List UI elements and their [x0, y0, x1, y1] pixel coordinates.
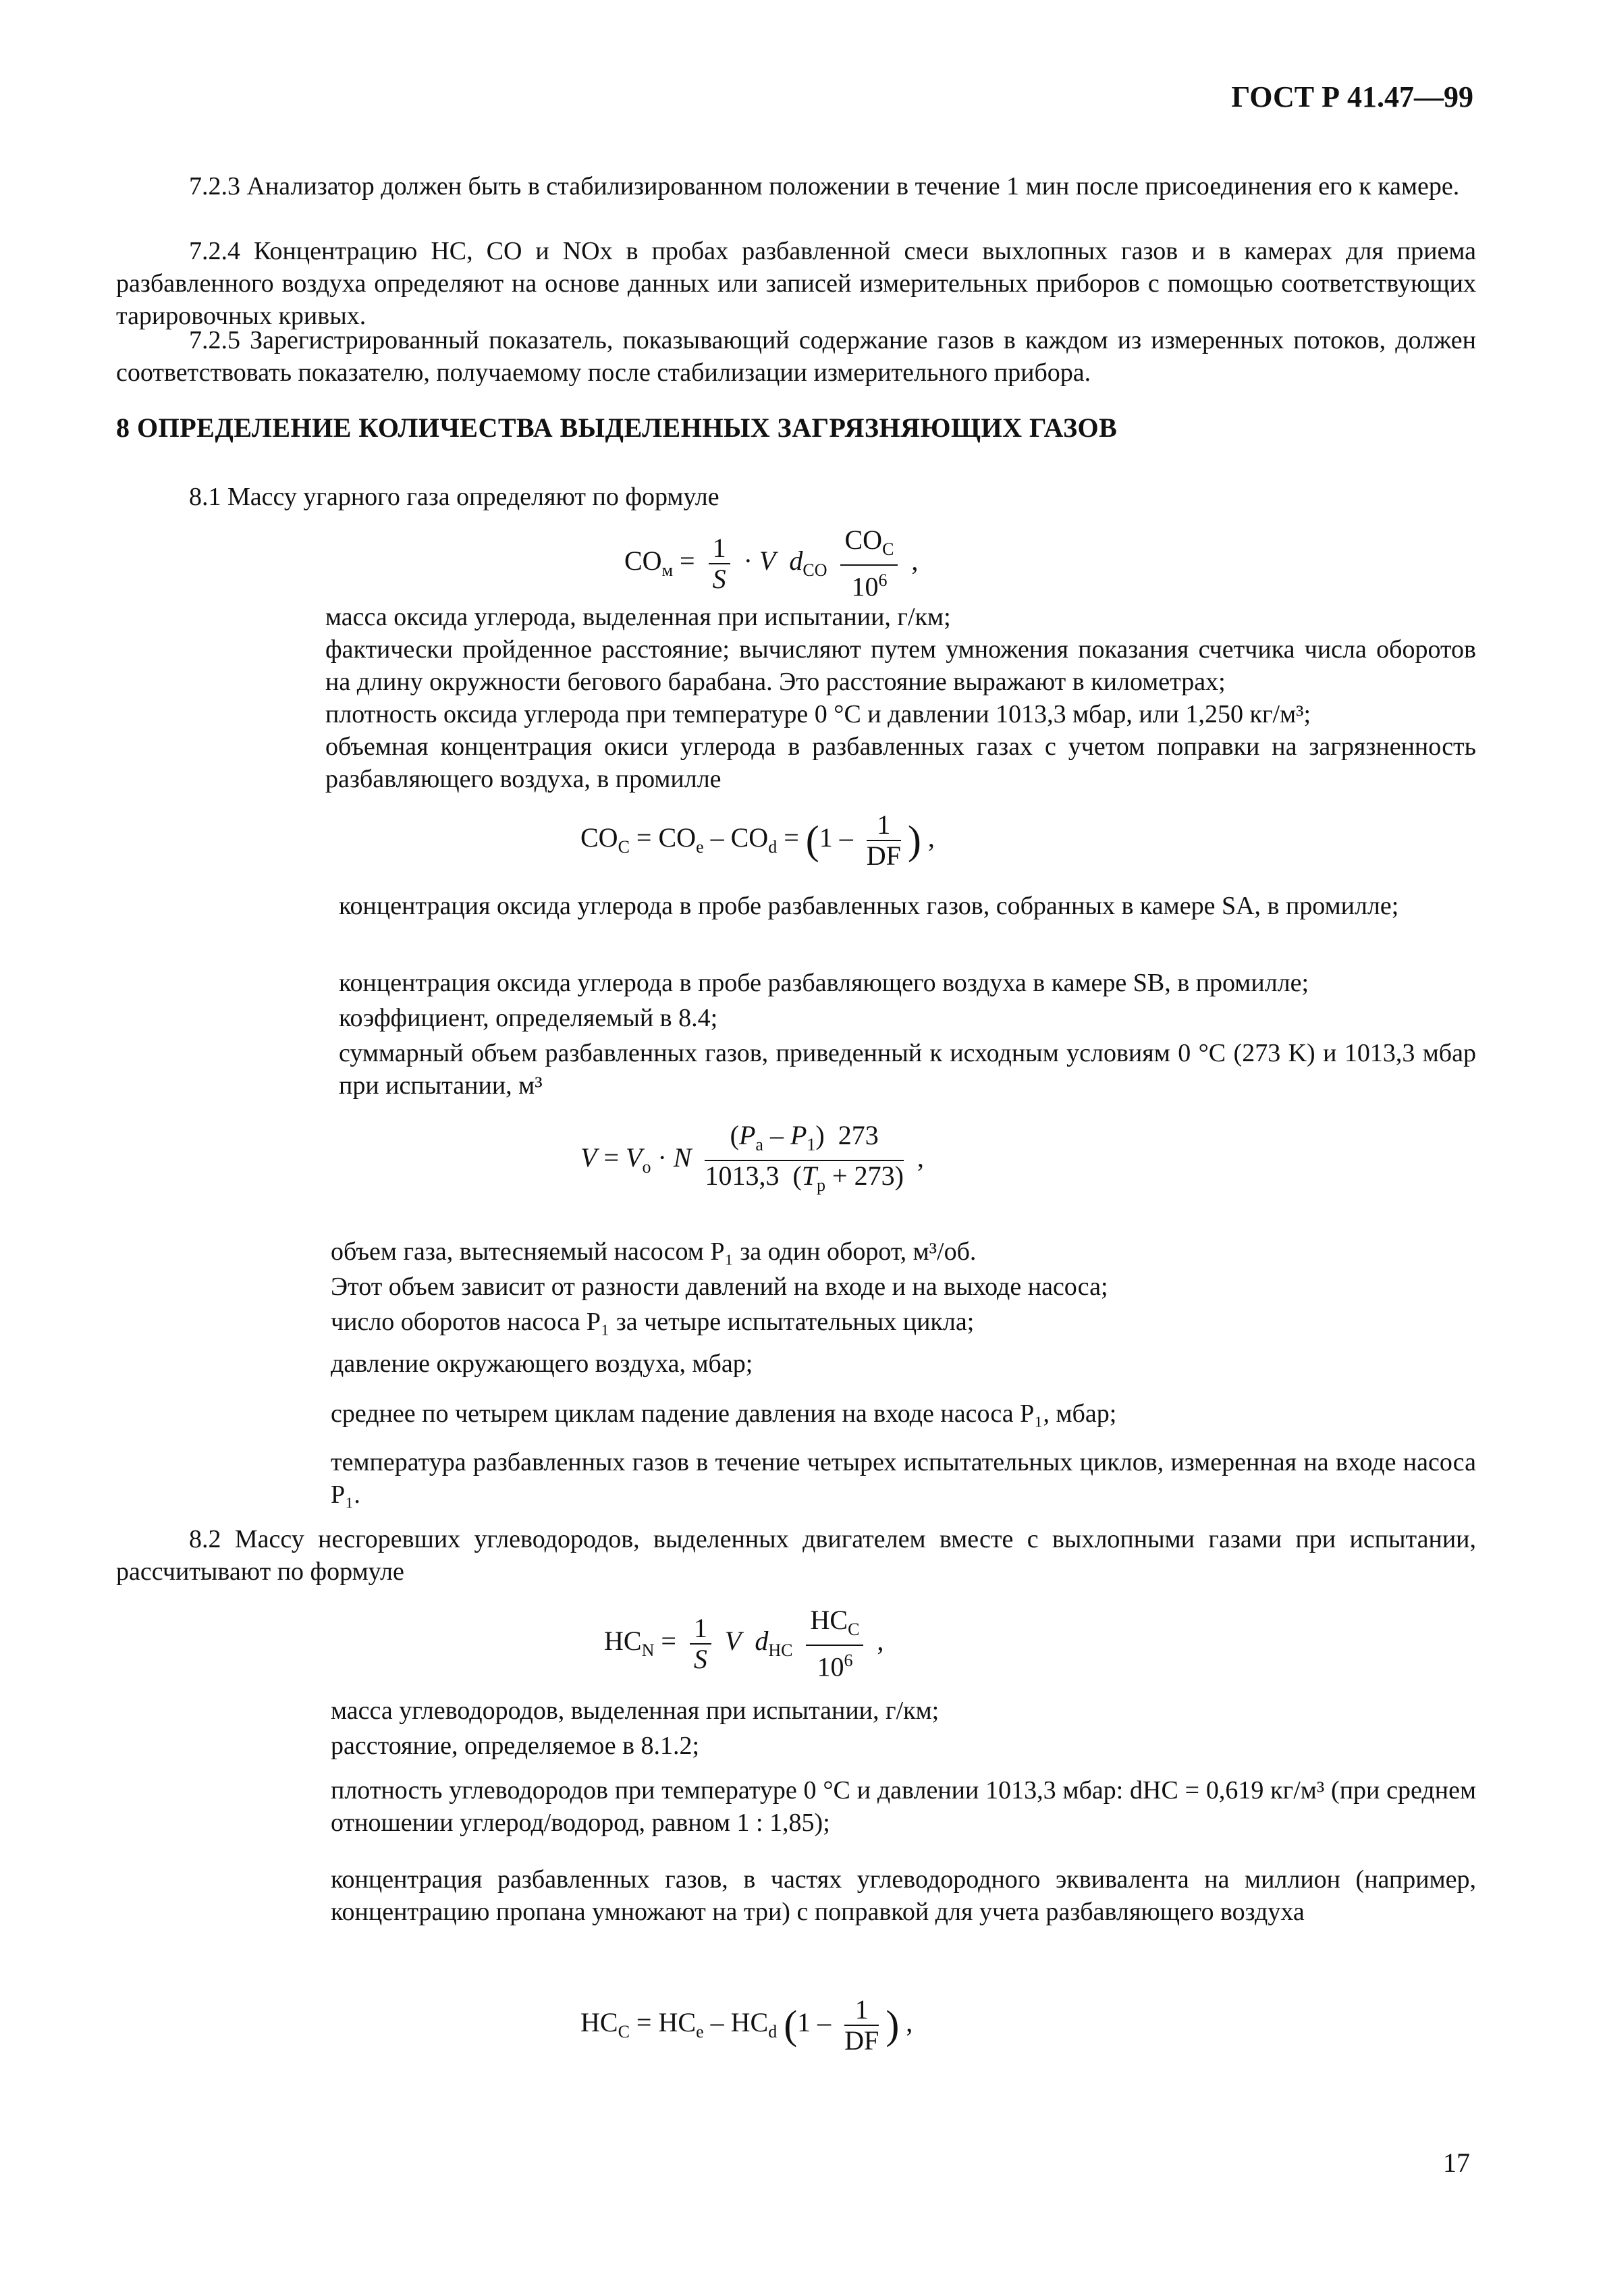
paragraph-text: 7.2.4 Концентрацию НС, СО и NOx в пробах разбавленной смеси выхлопных газов и в камерах для приема разбавленного воздуха определяют на основе данных или записей измерительных приборов с помощью соответствующих тарировочных кривых. [116, 237, 1476, 330]
formula-operator: – [839, 822, 853, 853]
fraction-denominator: DF [866, 840, 901, 871]
definition-text: температура разбавленных газов в течение четырех испытательных циклов, измеренная на входе насоса P₁. [331, 1448, 1476, 1509]
fraction-numerator [840, 525, 898, 566]
formula-fraction [806, 1605, 863, 1682]
formula-operator: = [636, 822, 652, 853]
formula-punctuation: , [911, 545, 919, 576]
paragraph-text: 7.2.5 Зарегистрированный показатель, показывающий содержание газов в каждом из измеренных потоков, должен соответствовать показателю, получаемому после стабилизации измерительного прибора. [116, 326, 1476, 387]
formula-number: 10 [851, 571, 879, 602]
definition-text: концентрация разбавленных газов, в частях углеводородного эквивалента на миллион (например, концентрацию пропана умножают на три) с поправкой для учета разбавляющего воздуха [331, 1865, 1476, 1926]
formula-operator: = [603, 1142, 619, 1173]
definition-text: плотность оксида углерода при температуре 0 °С и давлении 1013,3 мбар, или 1,250 кг/м³; [325, 700, 1311, 728]
fraction-numerator: 1 [867, 810, 901, 841]
formula-superscript: 6 [878, 570, 888, 590]
paragraph-7-2-5 [116, 324, 1476, 389]
formula-subscript: e [696, 837, 704, 857]
formula-punctuation: , [927, 822, 935, 853]
formula-subscript: м [661, 560, 674, 580]
formula-subscript: e [696, 2022, 704, 2042]
formula-hc-concentration [580, 1995, 913, 2056]
formula-subscript: o [642, 1157, 651, 1177]
formula-operator: · [657, 1142, 667, 1173]
formula-subscript: C [618, 837, 630, 857]
fraction-numerator [806, 1605, 863, 1646]
paragraph-8-1 [116, 481, 1476, 513]
formula-operator: – [710, 822, 724, 853]
formula-punctuation: , [906, 2007, 913, 2038]
page-number: 17 [1443, 2147, 1470, 2178]
formula-symbol: CO [844, 525, 883, 555]
formula-symbol: CO [624, 545, 662, 576]
formula-symbol: V [724, 1625, 742, 1656]
formula-subscript: 1 [807, 1135, 816, 1154]
definition-text: концентрация оксида углерода в пробе разбавленных газов, собранных в камере SA, в промилле; [339, 892, 1399, 920]
right-paren: ) [907, 818, 921, 863]
section-heading: 8 ОПРЕДЕЛЕНИЕ КОЛИЧЕСТВА ВЫДЕЛЕННЫХ ЗАГРЯЗНЯЮЩИХ ГАЗОВ [116, 412, 1118, 443]
formula-subscript: N [641, 1640, 655, 1660]
formula-subscript: a [755, 1135, 763, 1154]
definition-text: объем газа, вытесняемый насосом P₁ за один оборот, м³/об. [331, 1237, 977, 1266]
formula-punctuation: , [917, 1142, 924, 1173]
formula-subscript: C [848, 1620, 860, 1639]
formula-operator: – [769, 1120, 784, 1150]
fraction-denominator [840, 566, 898, 602]
formula-symbol: HC [580, 2007, 618, 2038]
definition-text: среднее по четырем циклам падение давления на входе насоса P₁, мбар; [331, 1399, 1117, 1428]
fraction-numerator: 1 [709, 533, 730, 564]
formula-operator: – [817, 2007, 832, 2038]
formula-symbol: CO [730, 822, 769, 853]
formula-subscript: p [817, 1175, 826, 1195]
formula-operator: · [743, 545, 753, 576]
paragraph-text: 8.2 Массу несгоревших углеводородов, выделенных двигателем вместе с выхлопными газами при испытании, рассчитывают по формуле [116, 1525, 1476, 1586]
formula-symbol: P [738, 1120, 756, 1150]
formula-symbol: CO [658, 822, 697, 853]
formula-symbol: N [673, 1142, 692, 1173]
definition-text: Этот объем зависит от разности давлений на входе и на выходе насоса; [331, 1273, 1108, 1301]
definition-text: суммарный объем разбавленных газов, приведенный к исходным условиям 0 °С (273 K) и 1013,3 мбар при испытании, м³ [339, 1039, 1476, 1100]
formula-symbol: P [790, 1120, 807, 1150]
formula-volume [580, 1121, 924, 1200]
formula-symbol: d [755, 1625, 769, 1656]
formula-number: 273 [854, 1160, 895, 1191]
paragraph-text: 8.1 Массу угарного газа определяют по формуле [189, 483, 719, 511]
formula-subscript: C [882, 539, 894, 559]
formula-symbol: T [801, 1160, 817, 1191]
formula-operator: = [636, 2007, 652, 2038]
definition-text: объемная концентрация окиси углерода в разбавленных газах с учетом поправки на загрязненность разбавляющего воздуха, в промилле [325, 732, 1476, 793]
paragraph-text: 7.2.3 Анализатор должен быть в стабилизированном положении в течение 1 мин после присоединения его к камере. [189, 172, 1460, 201]
definition-text: коэффициент, определяемый в 8.4; [339, 1004, 718, 1032]
fraction-denominator: S [712, 563, 726, 594]
definition-text: расстояние, определяемое в 8.1.2; [331, 1732, 700, 1760]
formula-symbol: HC [604, 1625, 642, 1656]
formula-operator: = [661, 1625, 676, 1656]
formula-symbol: V [759, 545, 776, 576]
definition-text: плотность углеводородов при температуре 0 °С и давлении 1013,3 мбар: dHC = 0,619 кг/м³ (при среднем отношении углерод/водород, равном 1 : 1,85); [331, 1776, 1476, 1837]
formula-number: 273 [838, 1120, 879, 1150]
fraction-numerator: 1 [690, 1613, 711, 1645]
fraction-denominator: 1013,3 $(T_p + 273)$ [705, 1160, 904, 1195]
formula-symbol: CO [580, 822, 618, 853]
formula-symbol: V [580, 1142, 597, 1173]
definition-text: фактически пройденное расстояние; вычисляют путем умножения показания счетчика числа оборотов на длину окружности бегового барабана. Это расстояние выражают в километрах; [325, 635, 1476, 696]
formula-symbol: d [789, 545, 803, 576]
formula-fraction [840, 525, 898, 602]
formula-operator: = [680, 545, 695, 576]
formula-subscript: CO [802, 560, 827, 580]
formula-hc-mass [604, 1605, 883, 1682]
fraction-denominator [806, 1646, 863, 1682]
document-code: ГОСТ Р 41.47—99 [1231, 80, 1473, 113]
formula-co-concentration [580, 810, 935, 871]
fraction-denominator: S [693, 1643, 707, 1674]
definition-text: число оборотов насоса P₁ за четыре испытательных цикла; [331, 1308, 975, 1336]
formula-fraction [844, 1995, 879, 2056]
formula-operator: + [832, 1160, 848, 1191]
formula-subscript: HC [768, 1640, 793, 1660]
formula-subscript: d [768, 2022, 778, 2042]
fraction-denominator: DF [844, 2025, 879, 2056]
left-paren: ( [805, 818, 819, 863]
formula-number: 1 [797, 2007, 811, 2038]
formula-symbol: HC [810, 1605, 848, 1635]
formula-number: 10 [817, 1651, 844, 1682]
definition-text: концентрация оксида углерода в пробе разбавляющего воздуха в камере SB, в промилле; [339, 969, 1309, 997]
formula-operator: = [784, 822, 799, 853]
formula-subscript: C [618, 2022, 630, 2042]
fraction-numerator: 1 [844, 1995, 879, 2026]
fraction-numerator: $(P_a - P_1)$ 273 [705, 1121, 903, 1161]
formula-operator: – [710, 2007, 724, 2038]
definition-text: давление окружающего воздуха, мбар; [331, 1350, 753, 1378]
right-paren: ) [886, 2002, 900, 2048]
formula-symbol: HC [730, 2007, 769, 2038]
definition-text: масса оксида углерода, выделенная при испытании, г/км; [325, 603, 951, 631]
paragraph-7-2-4 [116, 235, 1476, 332]
formula-punctuation: , [877, 1625, 884, 1656]
formula-symbol: V [626, 1142, 643, 1173]
paragraph-8-2 [116, 1523, 1476, 1588]
formula-subscript: d [768, 837, 778, 857]
left-paren: ( [784, 2002, 798, 2048]
formula-symbol: HC [658, 2007, 697, 2038]
formula-number: 1013,3 [705, 1160, 780, 1191]
paragraph-7-2-3 [116, 170, 1476, 203]
formula-fraction [690, 1613, 711, 1674]
definition-text: масса углеводородов, выделенная при испытании, г/км; [331, 1697, 940, 1725]
formula-superscript: 6 [844, 1651, 853, 1670]
formula-fraction [709, 533, 730, 594]
formula-fraction [867, 810, 901, 871]
formula-fraction [705, 1121, 903, 1200]
formula-co-mass [624, 525, 918, 602]
formula-number: 1 [819, 822, 833, 853]
